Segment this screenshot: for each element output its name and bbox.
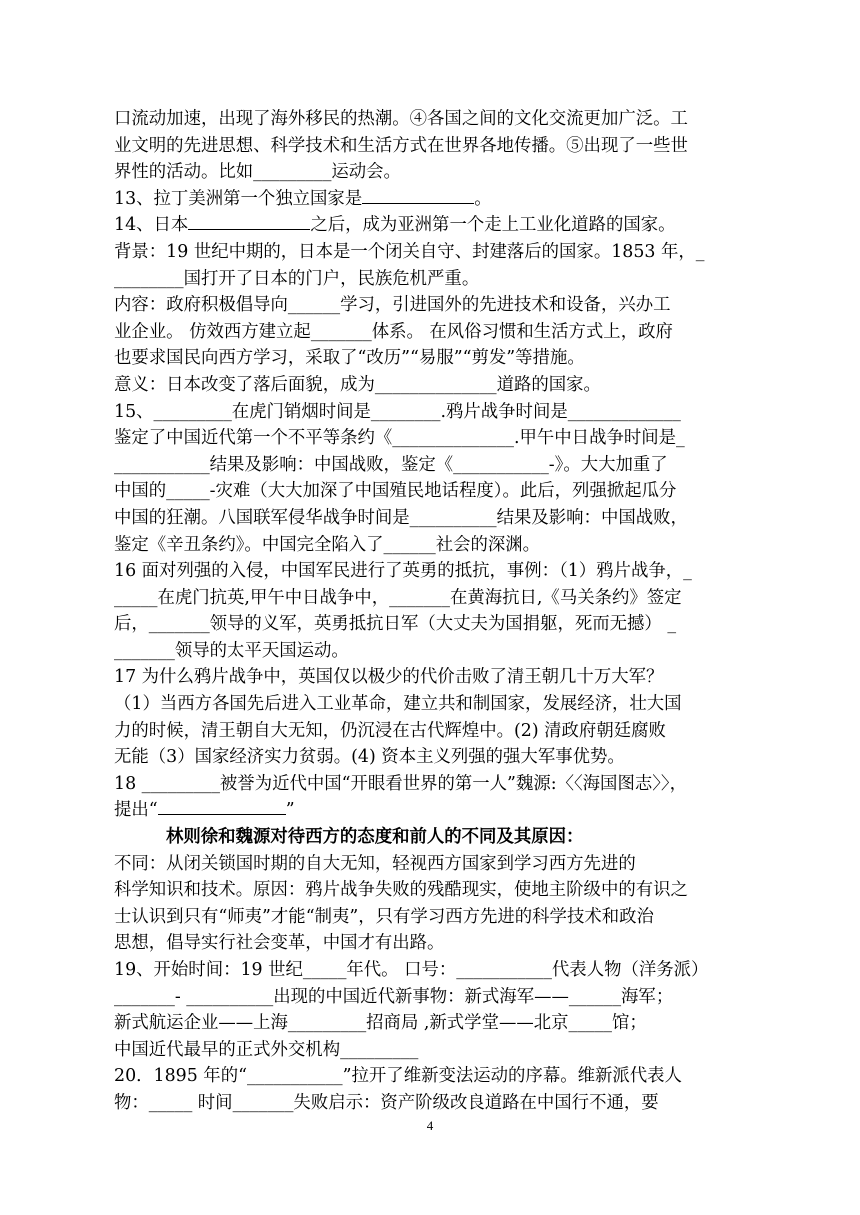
text-line: 17 为什么鸦片战争中，英国仅以极少的代价击败了清王朝几十万大军？: [114, 667, 664, 688]
text-line: ___________结果及影响：中国战败，鉴定《___________-》。大大加重了: [114, 454, 668, 475]
text-line: 也要求国民向西方学习，采取了“改历”“易服”“剪发”等措施。: [114, 348, 585, 369]
text-line: 20．1895 年的“___________”拉开了维新变法运动的序幕。维新派代表人: [114, 1066, 682, 1087]
text-line: 界性的活动。比如_________运动会。: [114, 162, 401, 183]
text-line: 背景：19 世纪中期的，日本是一个闭关自守、封建落后的国家。1853 年，_: [114, 241, 705, 262]
text-line: 思想，倡导实行社会变革，中国才有出路。: [114, 933, 445, 954]
section-heading: 林则徐和魏源对待西方的态度和前人的不同及其原因：: [166, 827, 584, 848]
text-line: 15、_________在虎门销烟时间是________.鸦片战争时间是_____________: [114, 401, 681, 422]
text-line: 鉴定《辛丑条约》。中国完全陷入了______社会的深渊。: [114, 534, 541, 555]
text-line: 科学知识和技术。原因：鸦片战争失败的残酷现实，使地主阶级中的有识之: [114, 880, 688, 901]
page-number: 4: [426, 1118, 434, 1133]
question-14-end: 之后，成为亚洲第一个走上工业化道路的国家。: [310, 215, 676, 236]
text-line: 18 _________被誉为近代中国“开眼看世界的第一人”魏源:〈〈海国图志〉〉，: [114, 773, 688, 794]
question-13-end: 。: [474, 188, 492, 209]
text-line: 不同：从闭关锁国时期的自大无知，轻视西方国家到学习西方先进的: [114, 853, 636, 874]
slogan-end: ”: [285, 800, 295, 821]
text-line: 无能（3）国家经济实力贫弱。(4) 资本主义列强的强大军事优势。: [114, 747, 625, 768]
text-line: _______- __________出现的中国近代新事物：新式海军——______海军；: [114, 986, 674, 1007]
text-line: _______领导的太平天国运动。: [114, 640, 349, 661]
text-line: 物：_____ 时间_______失败启示：资产阶级改良道路在中国行不通，要: [114, 1092, 659, 1113]
text-line: 业文明的先进思想、科学技术和生活方式在世界各地传播。⑤出现了一些世: [114, 135, 688, 156]
text-line: 中国近代最早的正式外交机构_________: [114, 1039, 419, 1060]
text-line: _____在虎门抗英,甲午中日战争中，_______在黄海抗日,《马关条约》签定: [114, 587, 682, 608]
text-line: 19、开始时间：19 世纪_____年代。 口号：___________代表人物（洋务派）: [114, 960, 709, 980]
text-line: 口流动加速，出现了海外移民的热潮。④各国之间的文化交流更加广泛。工: [114, 109, 688, 129]
question-18-slogan: [114, 797, 754, 824]
text-line: 中国的_____-灾难（大大加深了中国殖民地话程度）。此后，列强掀起瓜分: [114, 481, 677, 502]
text-line: 后，_______领导的义军，英勇抵抗日军（大丈夫为国捐躯，死而无撼） _: [114, 614, 677, 635]
text-line: 意义：日本改变了落后面貌，成为______________道路的国家。: [114, 374, 601, 395]
document-body: [114, 106, 754, 1117]
text-line: 新式航运企业——上海_________招商局 ,新式学堂——北京_____馆；: [114, 1013, 647, 1034]
text-line: 16 面对列强的入侵，中国军民进行了英勇的抵抗，事例：（1）鸦片战争，_: [114, 561, 692, 582]
question-14: [114, 212, 754, 239]
text-line: 中国的狂潮。八国联军侵华战争时间是__________结果及影响：中国战败，: [114, 507, 688, 528]
text-line: （1）当西方各国先后进入工业革命，建立共和制国家，发展经济，壮大国: [114, 694, 682, 715]
question-13-text: 13、拉丁美洲第一个独立国家是: [114, 188, 363, 209]
text-line: 力的时候，清王朝自大无知，仍沉浸在古代辉煌中。(2) 清政府朝廷腐败: [114, 720, 666, 741]
answer-blank: [188, 229, 310, 230]
question-13: [114, 186, 754, 213]
answer-blank: [362, 203, 474, 204]
text-line: 业企业。 仿效西方建立起_______体系。 在风俗习惯和生活方式上，政府: [114, 321, 673, 342]
text-line: 鉴定了中国近代第一个不平等条约《______________.甲午中日战争时间是_: [114, 428, 685, 449]
answer-blank: [158, 814, 286, 815]
text-line: 士认识到只有“师夷”才能“制夷”，只有学习西方先进的科学技术和政治: [114, 906, 654, 927]
slogan-text: 提出“: [114, 800, 158, 821]
question-14-text: 14、日本: [114, 215, 189, 236]
text-line: ________国打开了日本的门户，民族危机严重。: [114, 268, 480, 289]
text-line: 内容：政府积极倡导向______学习，引进国外的先进技术和设备，兴办工: [114, 295, 671, 316]
